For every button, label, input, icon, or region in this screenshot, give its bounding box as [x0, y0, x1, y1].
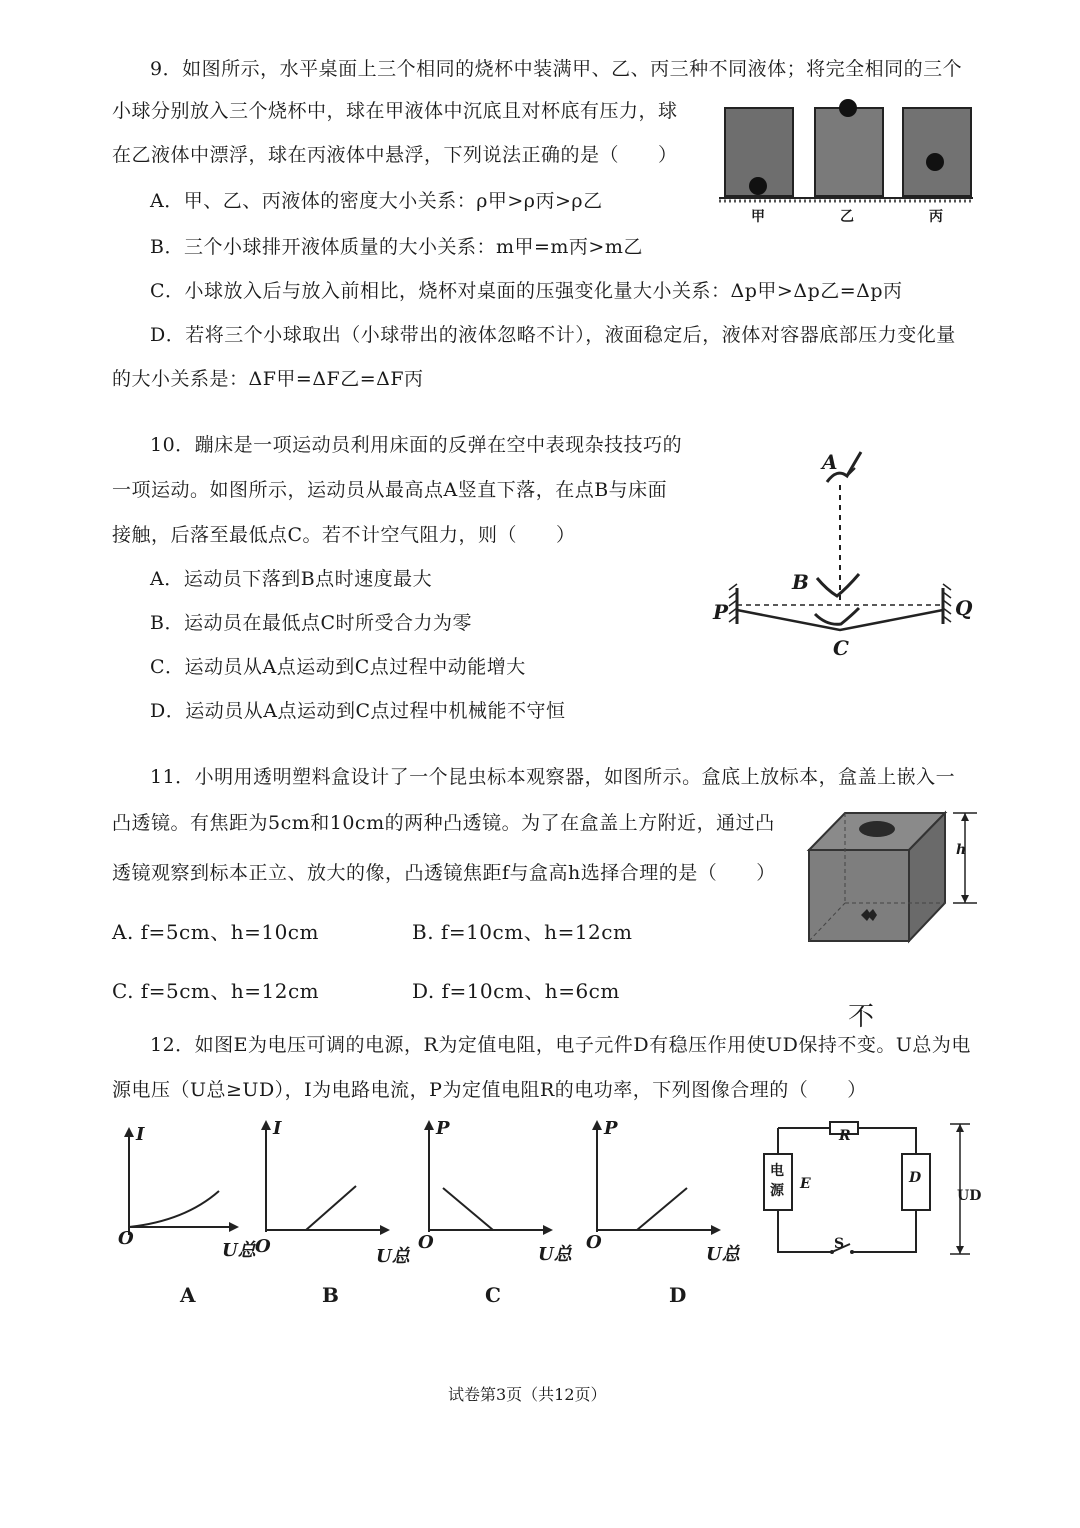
ball-suspended	[926, 153, 944, 171]
graph-a-ylabel: I	[136, 1124, 145, 1145]
circuit-source-label-2: 源	[770, 1183, 784, 1199]
circuit-r-label: R	[839, 1128, 851, 1144]
circuit-source-label-1: 电	[770, 1163, 784, 1179]
ball-floating	[839, 99, 857, 117]
graph-c-xlabel: U总	[538, 1244, 572, 1265]
graph-c-origin: O	[418, 1232, 434, 1253]
q9-line1: 9．如图所示，水平桌面上三个相同的烧杯中装满甲、乙、丙三种不同液体；将完全相同的三个	[150, 58, 963, 80]
q10-option-c: C．运动员从A点运动到C点过程中动能增大	[150, 656, 526, 678]
graph-d-letter: D	[669, 1283, 687, 1307]
point-c-label: C	[833, 636, 849, 660]
athlete-bottom	[815, 608, 859, 624]
line-c	[443, 1188, 493, 1230]
q11-option-c: C. f=5cm、h=12cm	[112, 979, 320, 1003]
point-b-label: B	[792, 570, 809, 594]
q9-option-a: A．甲、乙、丙液体的密度大小关系：ρ甲>ρ丙>ρ乙	[150, 190, 603, 212]
curve-a	[129, 1191, 219, 1227]
box-front	[809, 850, 909, 941]
q9-line2: 小球分别放入三个烧杯中，球在甲液体中沉底且对杯底有压力，球	[112, 100, 678, 122]
athlete-mid	[817, 574, 859, 596]
graph-b-letter: B	[322, 1283, 339, 1307]
q11-option-b: B. f=10cm、h=12cm	[412, 920, 633, 944]
label-jia: 甲	[751, 209, 765, 225]
graph-c-ylabel: P	[436, 1118, 450, 1139]
observation-box	[805, 805, 985, 945]
graph-a-letter: A	[180, 1283, 196, 1307]
graph-b-origin: O	[255, 1236, 271, 1257]
q9-option-d-line1: D．若将三个小球取出（小球带出的液体忽略不计），液面稳定后，液体对容器底部压力变化量	[150, 324, 956, 346]
point-q-label: Q	[955, 596, 973, 620]
box-height-label: h	[956, 842, 967, 858]
q12-line2: 源电压（U总≥UD），I为电路电流，P为定值电阻R的电功率，下列图像合理的（ ）	[112, 1079, 867, 1101]
label-yi: 乙	[840, 209, 854, 225]
graph-b-xlabel: U总	[376, 1246, 410, 1267]
q10-option-d: D．运动员从A点运动到C点过程中机械能不守恒	[150, 700, 566, 722]
circuit-e-label: E	[800, 1176, 811, 1192]
graph-b-ylabel: I	[273, 1118, 282, 1139]
label-bing: 丙	[929, 209, 943, 225]
q11-option-a: A. f=5cm、h=10cm	[112, 920, 319, 944]
lens-hole	[859, 821, 895, 837]
q9-line3: 在乙液体中漂浮，球在丙液体中悬浮，下列说法正确的是（ ）	[112, 144, 678, 166]
q11-line1: 11．小明用透明塑料盒设计了一个昆虫标本观察器，如图所示。盒底上放标本，盒盖上嵌入一	[150, 766, 956, 788]
q10-line3: 接触，后落至最低点C。若不计空气阻力，则（ ）	[112, 524, 576, 546]
graph-d-xlabel: U总	[706, 1244, 740, 1265]
point-a-label: A	[822, 450, 838, 474]
q10-option-b: B．运动员在最低点C时所受合力为零	[150, 612, 473, 634]
page-footer: 试卷第3页（共12页）	[448, 1385, 607, 1404]
circuit-d-label: D	[909, 1170, 922, 1186]
graph-c-letter: C	[485, 1283, 501, 1307]
point-p-label: P	[713, 600, 729, 624]
q9-option-b: B．三个小球排开液体质量的大小关系：m甲=m丙>m乙	[150, 236, 643, 258]
line-b	[306, 1186, 356, 1230]
graph-d-ylabel: P	[604, 1118, 618, 1139]
ball-sunk	[749, 177, 767, 195]
graph-d-origin: O	[586, 1232, 602, 1253]
q9-option-c: C．小球放入后与放入前相比，烧杯对桌面的压强变化量大小关系：Δp甲>Δp乙=Δp丙	[150, 280, 903, 302]
line-d	[637, 1188, 687, 1230]
q9-option-d-line2: 的大小关系是：ΔF甲=ΔF乙=ΔF丙	[112, 368, 424, 390]
graph-a-origin: O	[118, 1228, 134, 1249]
beaker-bing	[903, 108, 971, 196]
q11-line2: 凸透镜。有焦距为5cm和10cm的两种凸透镜。为了在盒盖上方附近，通过凸	[112, 812, 775, 834]
q10-option-a: A．运动员下落到B点时速度最大	[150, 568, 433, 590]
stretched-bed	[737, 610, 943, 630]
q12-line1: 12．如图E为电压可调的电源，R为定值电阻，电子元件D有稳压作用使UD保持不变。U总为电	[150, 1034, 971, 1056]
handwritten-mark: 不	[848, 1002, 875, 1032]
circuit-ud-label: UD	[957, 1188, 982, 1204]
circuit-s-label: S	[834, 1236, 845, 1252]
graph-a-xlabel: U总	[222, 1240, 256, 1261]
q11-option-d: D. f=10cm、h=6cm	[412, 979, 620, 1003]
q10-line2: 一项运动。如图所示，运动员从最高点A竖直下落，在点B与床面	[112, 479, 668, 501]
beaker-yi	[815, 108, 883, 196]
q10-line1: 10．蹦床是一项运动员利用床面的反弹在空中表现杂技技巧的	[150, 434, 683, 456]
q11-line3: 透镜观察到标本正立、放大的像，凸透镜焦距f与盒高h选择合理的是（ ）	[112, 862, 776, 884]
